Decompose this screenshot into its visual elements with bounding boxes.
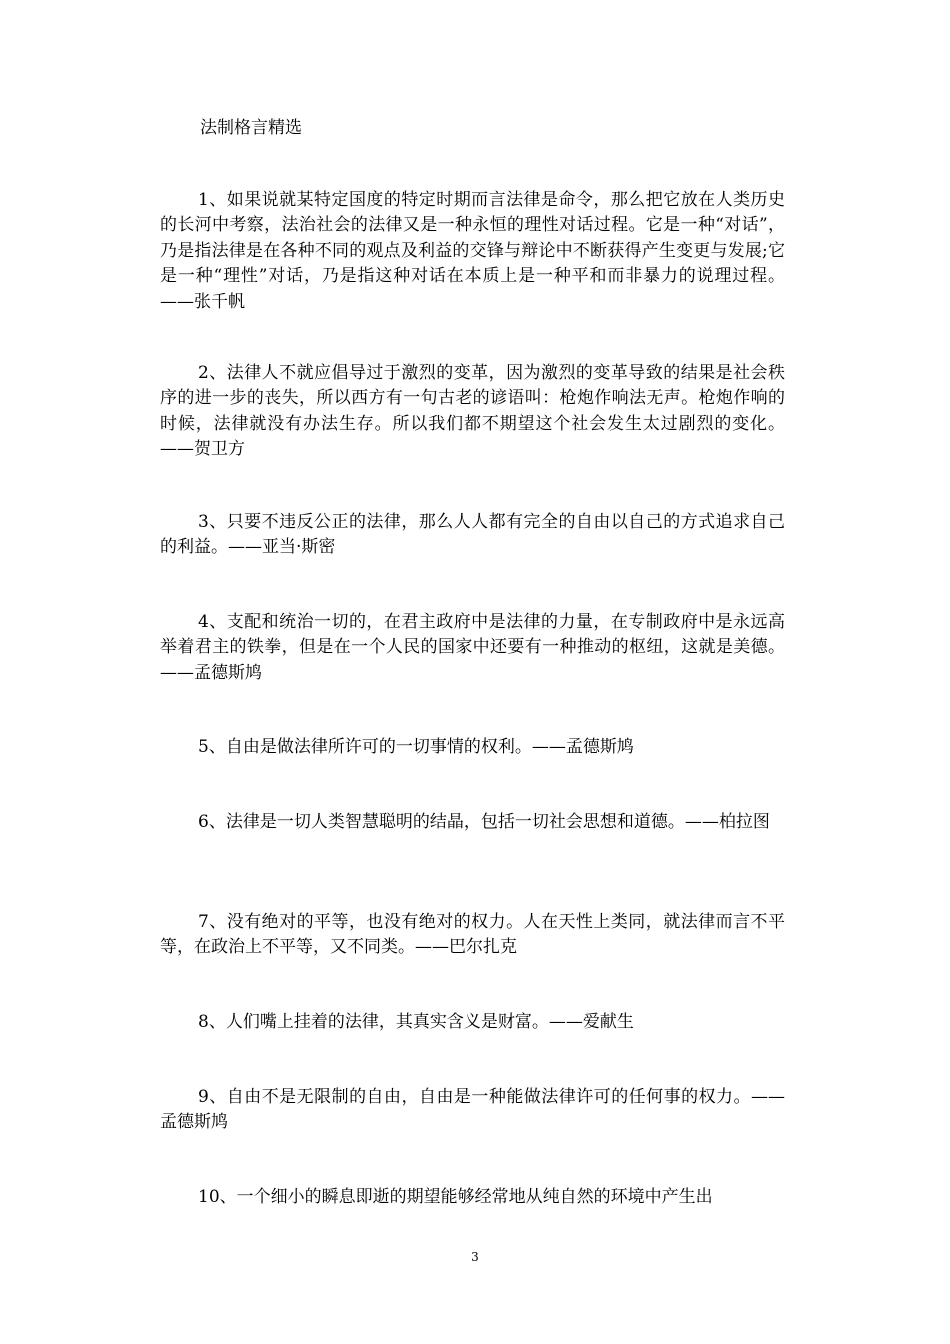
- paragraph-5: 5、自由是做法律所许可的一切事情的权利。——孟德斯鸠: [198, 737, 634, 757]
- page-number: 3: [471, 1250, 479, 1264]
- paragraph-6: 6、法律是一切人类智慧聪明的结晶，包括一切社会思想和道德。——柏拉图: [198, 812, 770, 832]
- paragraph-1: 1、如果说就某特定国度的特定时期而言法律是命令，那么把它放在人类历史的长河中考察，法治社会的法律又是一种永恒的理性对话过程。它是一种“对话”，乃是指法律是在各种不同的观点及利益的交锋与辩论中不断获得产生变更与发展;它是一种“理性”对话，乃是指这种对话在本质上是一种平和而非暴力的说理过程。——张千帆: [160, 190, 785, 312]
- document-title: 法制格言精选: [200, 118, 302, 138]
- paragraph-9: 9、自由不是无限制的自由，自由是一种能做法律许可的任何事的权力。——孟德斯鸠: [160, 1087, 785, 1133]
- paragraph-8: 8、人们嘴上挂着的法律，其真实含义是财富。——爱献生: [198, 1012, 634, 1032]
- paragraph-2: 2、法律人不就应倡导过于激烈的变革，因为激烈的变革导致的结果是社会秩序的进一步的丧失，所以西方有一句古老的谚语叫：枪炮作响法无声。枪炮作响的时候，法律就没有办法生存。所以我们都不期望这个社会发生太过剧烈的变化。——贺卫方: [160, 363, 785, 460]
- paragraph-10: 10、一个细小的瞬息即逝的期望能够经常地从纯自然的环境中产生出: [198, 1187, 713, 1207]
- paragraph-4: 4、支配和统治一切的，在君主政府中是法律的力量，在专制政府中是永远高举着君主的铁拳，但是在一个人民的国家中还要有一种推动的枢纽，这就是美德。——孟德斯鸠: [160, 612, 785, 683]
- paragraph-7: 7、没有绝对的平等，也没有绝对的权力。人在天性上类同，就法律而言不平等，在政治上不平等，又不同类。——巴尔扎克: [160, 912, 785, 958]
- paragraph-3: 3、只要不违反公正的法律，那么人人都有完全的自由以自己的方式追求自己的利益。——亚当·斯密: [160, 512, 785, 558]
